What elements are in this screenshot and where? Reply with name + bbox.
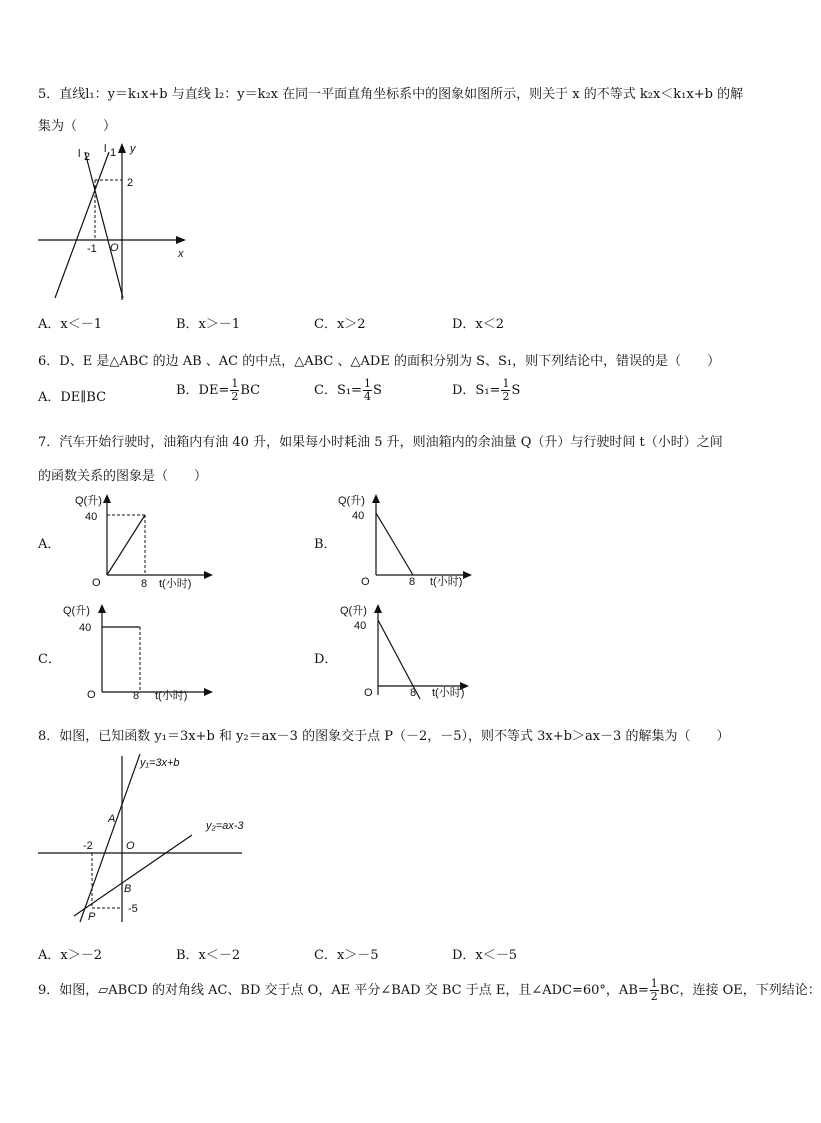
q7d-origin: O [364,687,373,699]
q6-option-a: A．DE∥BC [38,390,107,405]
q7b-t-label: t(小时) [430,576,463,588]
q8-point-a: A [108,813,116,825]
q8-point-p: P [88,911,96,923]
q7b-q-label: Q(升) [338,495,365,507]
q7-graph-b [338,490,478,595]
q5-tick-2: 2 [127,177,134,189]
q7a-q-label: Q(升) [75,495,102,507]
q5-x-label: x [178,248,184,260]
q8-line-y1 [80,754,140,922]
q7-stem-line1: 7．汽车开始行驶时，油箱内有油 40 升，如果每小时耗油 5 升，则油箱内的余油量 Q（升）与行驶时间 t（小时）之间 [38,435,723,450]
q7c-t-label: t(小时) [155,690,188,702]
q6-option-b [176,378,260,403]
q7-stem-line2: 的函数关系的图象是（ ） [38,469,208,484]
q6-b-prefix: B．DE= [176,383,230,398]
q6-d-fraction: $\frac{1}{2}$ [502,377,510,403]
q5-label-l2: l [78,148,81,160]
q7b-origin: O [361,576,370,588]
q8-origin: O [126,840,135,852]
q5-stem-line1: 5．直线l₁：y＝k₁x+b 与直线 l₂：y＝k₂x 在同一平面直角坐标系中的图象如图所示，则关于 x 的不等式 k₂x＜k₁x+b 的解 [38,87,744,102]
q5-option-b: B．x＞－1 [176,317,241,332]
q7b-tick-8: 8 [409,576,416,588]
q5-option-d: D．x＜2 [452,317,505,332]
q5-stem-line2: 集为（ ） [38,119,117,134]
q8-option-a: A．x＞－2 [38,948,102,963]
q5-graph [30,140,190,310]
q9-stem [38,978,821,1003]
q6-d-prefix: D．S₁= [452,383,501,398]
q5-origin: O [110,242,119,254]
q5-line-l2 [55,152,109,298]
q5-y-label: y [130,143,136,155]
q7b-tick-40: 40 [352,510,365,522]
q5-label-l2-sub: 2 [84,151,91,163]
q5-line-l1 [85,152,123,298]
q5-option-c: C．x＞2 [314,317,366,332]
q8-point-b: B [124,883,132,895]
q5-label-l1: l [104,143,107,155]
q7a-origin: O [92,577,101,589]
q6-option-c [314,378,382,403]
q9-fraction: $\frac{1}{2}$ [650,977,658,1003]
q8-option-d: D．x＜－5 [452,948,518,963]
q7d-tick-40: 40 [354,620,367,632]
q6-c-prefix: C．S₁= [314,383,362,398]
q8-option-b: B．x＜－2 [176,948,241,963]
q7d-q-label: Q(升) [340,605,367,617]
q6-b-suffix: BC [240,383,261,398]
q6-stem: 6．D、E 是△ABC 的边 AB 、AC 的中点，△ABC 、△ADE 的面积分别为 S、S₁，则下列结论中，错误的是（ ） [38,354,721,369]
q5-tick-neg1: -1 [87,243,97,255]
q8-stem: 8．如图，已知函数 y₁＝3x+b 和 y₂＝ax－3 的图象交于点 P（－2，－5），则不等式 3x+b＞ax－3 的解集为（ ） [38,729,730,744]
q7-graph-d [340,600,480,705]
q7d-t-label: t(小时) [432,687,465,699]
q7a-tick-40: 40 [85,511,98,523]
q7-graph-c [63,600,215,705]
q5-option-a: A．x＜－1 [38,317,102,332]
q7-option-b-label: B． [314,537,337,552]
q8-tick-neg2: -2 [83,840,93,852]
q6-c-suffix: S [372,383,382,398]
q7-graph-a [75,490,215,595]
q6-option-d [452,378,520,403]
q7a-t-label: t(小时) [159,578,192,590]
q7-option-d-label: D． [314,652,338,667]
q5-label-l1-sub: 1 [110,147,117,159]
q9-stem-pre: 9．如图，▱ABCD 的对角线 AC、BD 交于点 O，AE 平分∠BAD 交 BC 于点 E，且∠ADC=60°，AB= [38,983,649,998]
q7-option-c-label: C． [38,652,61,667]
q8-y2-label: y₂=ax-3 [206,820,244,832]
q7c-q-label: Q(升) [63,605,90,617]
q8-option-c: C．x＞－5 [314,948,379,963]
q7-option-a-label: A． [38,537,61,552]
q7c-tick-8: 8 [133,690,140,702]
q6-c-fraction: $\frac{1}{4}$ [363,377,371,403]
q6-d-suffix: S [511,383,521,398]
q7c-origin: O [87,689,96,701]
q7c-tick-40: 40 [79,622,92,634]
q7a-tick-8: 8 [141,578,148,590]
q8-tick-neg5: -5 [128,903,138,915]
q7d-tick-8: 8 [410,687,417,699]
q8-y1-label: y₁=3x+b [140,757,180,769]
q8-graph [32,752,262,932]
q9-stem-post: BC，连接 OE，下列结论： [659,983,821,998]
q6-b-fraction: $\frac{1}{2}$ [231,377,239,403]
